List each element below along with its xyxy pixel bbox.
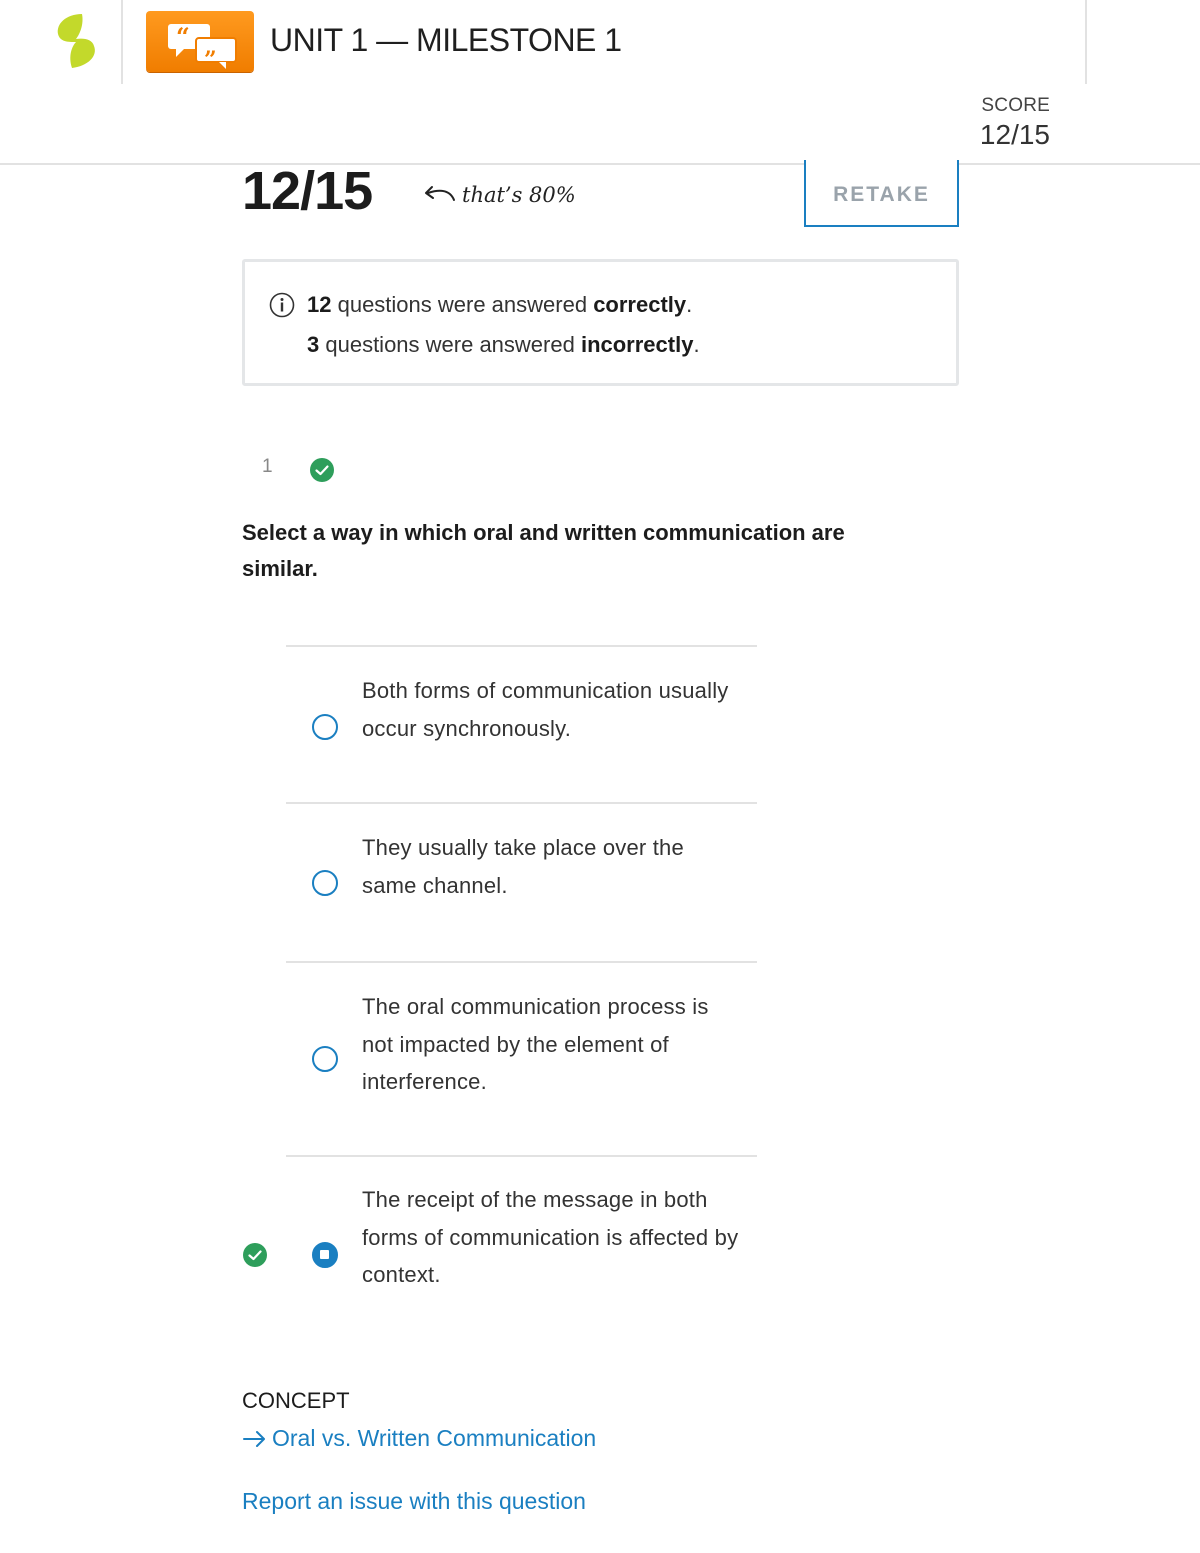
correct-text: questions were answered (331, 292, 594, 317)
percent-note-text: that’s 80% (462, 183, 576, 207)
unit-title: UNIT 1 — MILESTONE 1 (270, 22, 622, 58)
radio-button-selected[interactable] (312, 1242, 338, 1268)
correct-word: correctly (593, 292, 687, 317)
score-label: SCORE (981, 95, 1050, 116)
sophia-logo-icon[interactable] (52, 12, 100, 70)
incorrect-period: . (693, 332, 700, 357)
svg-text:“: “ (176, 22, 190, 51)
correct-check-icon (309, 457, 335, 483)
header-divider-bottom (0, 163, 1200, 165)
answer-option-2[interactable] (286, 804, 757, 961)
concept-link[interactable] (242, 1425, 596, 1452)
question-text: Select a way in which oral and written communication are similar. (242, 520, 845, 581)
question-number: 1 (262, 456, 273, 477)
report-issue-link[interactable]: Report an issue with this question (242, 1488, 586, 1514)
curved-arrow-left-icon (422, 184, 456, 206)
answer-option-3[interactable] (286, 963, 757, 1155)
summary-incorrect (307, 332, 700, 358)
incorrect-word: incorrectly (580, 332, 694, 357)
retake-button[interactable]: RETAKE (804, 160, 959, 227)
incorrect-text: questions were answered (319, 332, 581, 357)
radio-button[interactable] (312, 714, 338, 740)
correct-count: 12 (307, 292, 332, 317)
concept-label: CONCEPT (242, 1388, 350, 1413)
option-text: Both forms of communication usually occur synchronously. (362, 678, 729, 741)
concept-link-text[interactable]: Oral vs. Written Communication (272, 1425, 597, 1451)
incorrect-count: 3 (307, 332, 320, 357)
option-text: They usually take place over the same channel. (362, 835, 684, 898)
score-value: 12/15 (979, 119, 1050, 150)
unit-badge (146, 11, 254, 72)
option-text: The receipt of the message in both forms of communication is affected by context. (362, 1187, 739, 1287)
correct-period: . (686, 292, 693, 317)
svg-text:”: ” (204, 47, 217, 72)
summary-correct (307, 292, 692, 318)
header-divider-left (121, 0, 123, 84)
answer-option-1[interactable] (286, 647, 757, 802)
result-score: 12/15 (242, 161, 373, 221)
score-box (960, 95, 1050, 151)
info-icon (269, 292, 295, 318)
arrow-right-icon (242, 1429, 268, 1449)
answer-option-4[interactable] (286, 1157, 757, 1307)
radio-button[interactable] (312, 1046, 338, 1072)
result-summary (242, 259, 959, 386)
option-text: The oral communication process is not impacted by the element of interference. (362, 994, 709, 1094)
header-divider-right (1085, 0, 1087, 84)
correct-answer-check-icon (242, 1242, 268, 1268)
quote-bubbles-icon (146, 11, 254, 72)
radio-button[interactable] (312, 870, 338, 896)
percent-note (422, 183, 576, 207)
top-header (0, 0, 1200, 165)
